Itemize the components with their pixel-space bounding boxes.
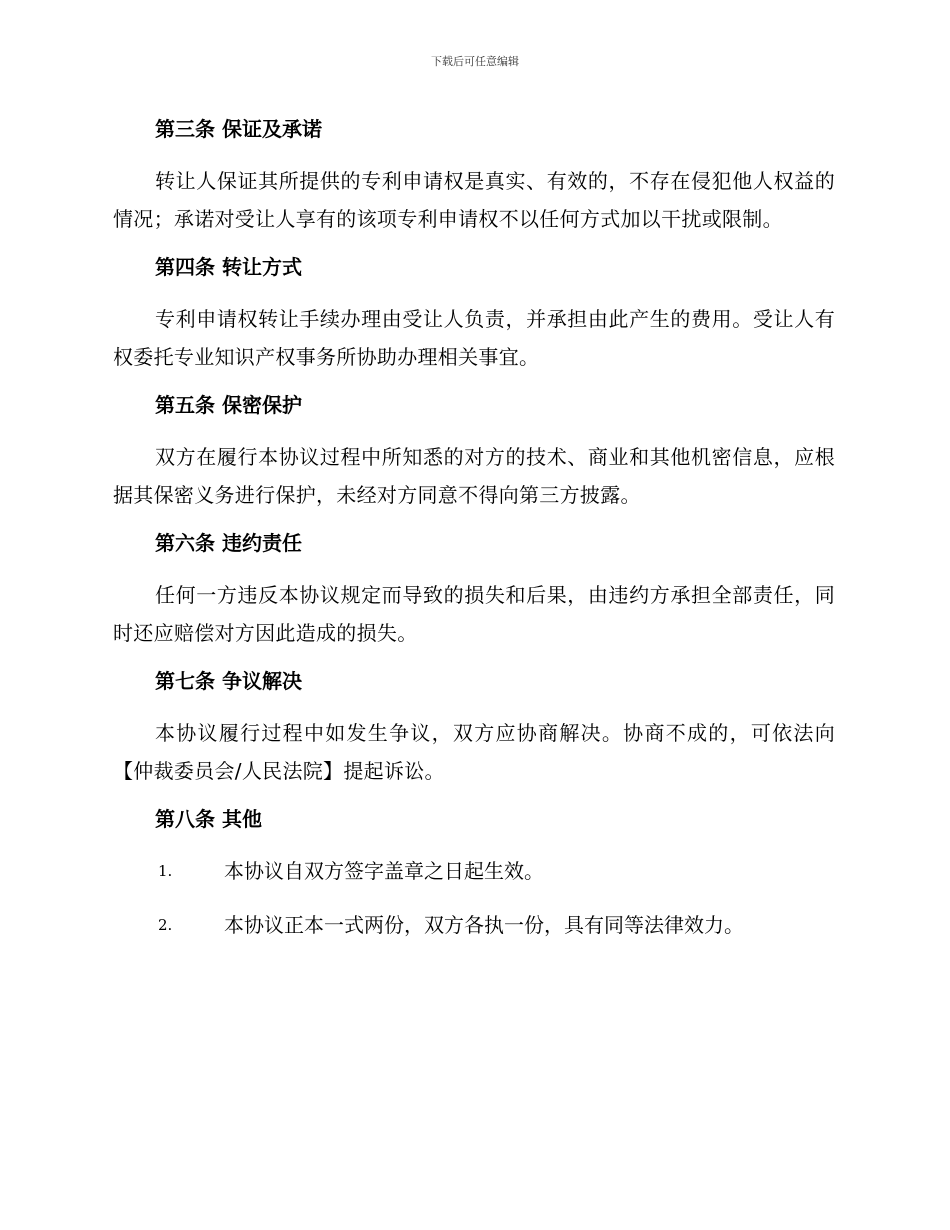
article-3: [113, 110, 835, 238]
article-heading: 第八条 其他: [155, 807, 262, 831]
page-header-note: 下载后可任意编辑: [431, 55, 519, 68]
article-list: [113, 852, 835, 944]
article-heading: 第五条 保密保护: [155, 393, 302, 417]
article-7: [113, 662, 835, 790]
list-item-number: 2.: [158, 916, 173, 934]
article-heading: 第四条 转让方式: [155, 255, 302, 279]
article-6: [113, 524, 835, 652]
article-paragraph: 任何一方违反本协议规定而导致的损失和后果，由违约方承担全部责任，同时还应赔偿对方因此造成的损失。: [113, 583, 835, 645]
list-item-number: 1.: [158, 862, 173, 880]
list-item: [113, 906, 835, 944]
document-body: [113, 110, 835, 960]
article-paragraph: 双方在履行本协议过程中所知悉的对方的技术、商业和其他机密信息，应根据其保密义务进行保护，未经对方同意不得向第三方披露。: [113, 445, 835, 507]
article-8: [113, 800, 835, 944]
list-item: [113, 852, 835, 890]
article-paragraph: 专利申请权转让手续办理由受让人负责，并承担由此产生的费用。受让人有权委托专业知识产权事务所协助办理相关事宜。: [113, 307, 835, 369]
article-paragraph: 本协议履行过程中如发生争议，双方应协商解决。协商不成的，可依法向【仲裁委员会/人民法院】提起诉讼。: [113, 721, 835, 783]
article-heading: 第七条 争议解决: [155, 669, 302, 693]
article-heading: 第六条 违约责任: [155, 531, 302, 555]
article-heading: 第三条 保证及承诺: [155, 117, 322, 141]
article-paragraph: 转让人保证其所提供的专利申请权是真实、有效的，不存在侵犯他人权益的情况；承诺对受让人享有的该项专利申请权不以任何方式加以干扰或限制。: [113, 169, 835, 231]
article-5: [113, 386, 835, 514]
list-item-text: 本协议自双方签字盖章之日起生效。: [224, 859, 544, 883]
article-4: [113, 248, 835, 376]
list-item-text: 本协议正本一式两份，双方各执一份，具有同等法律效力。: [224, 913, 744, 937]
